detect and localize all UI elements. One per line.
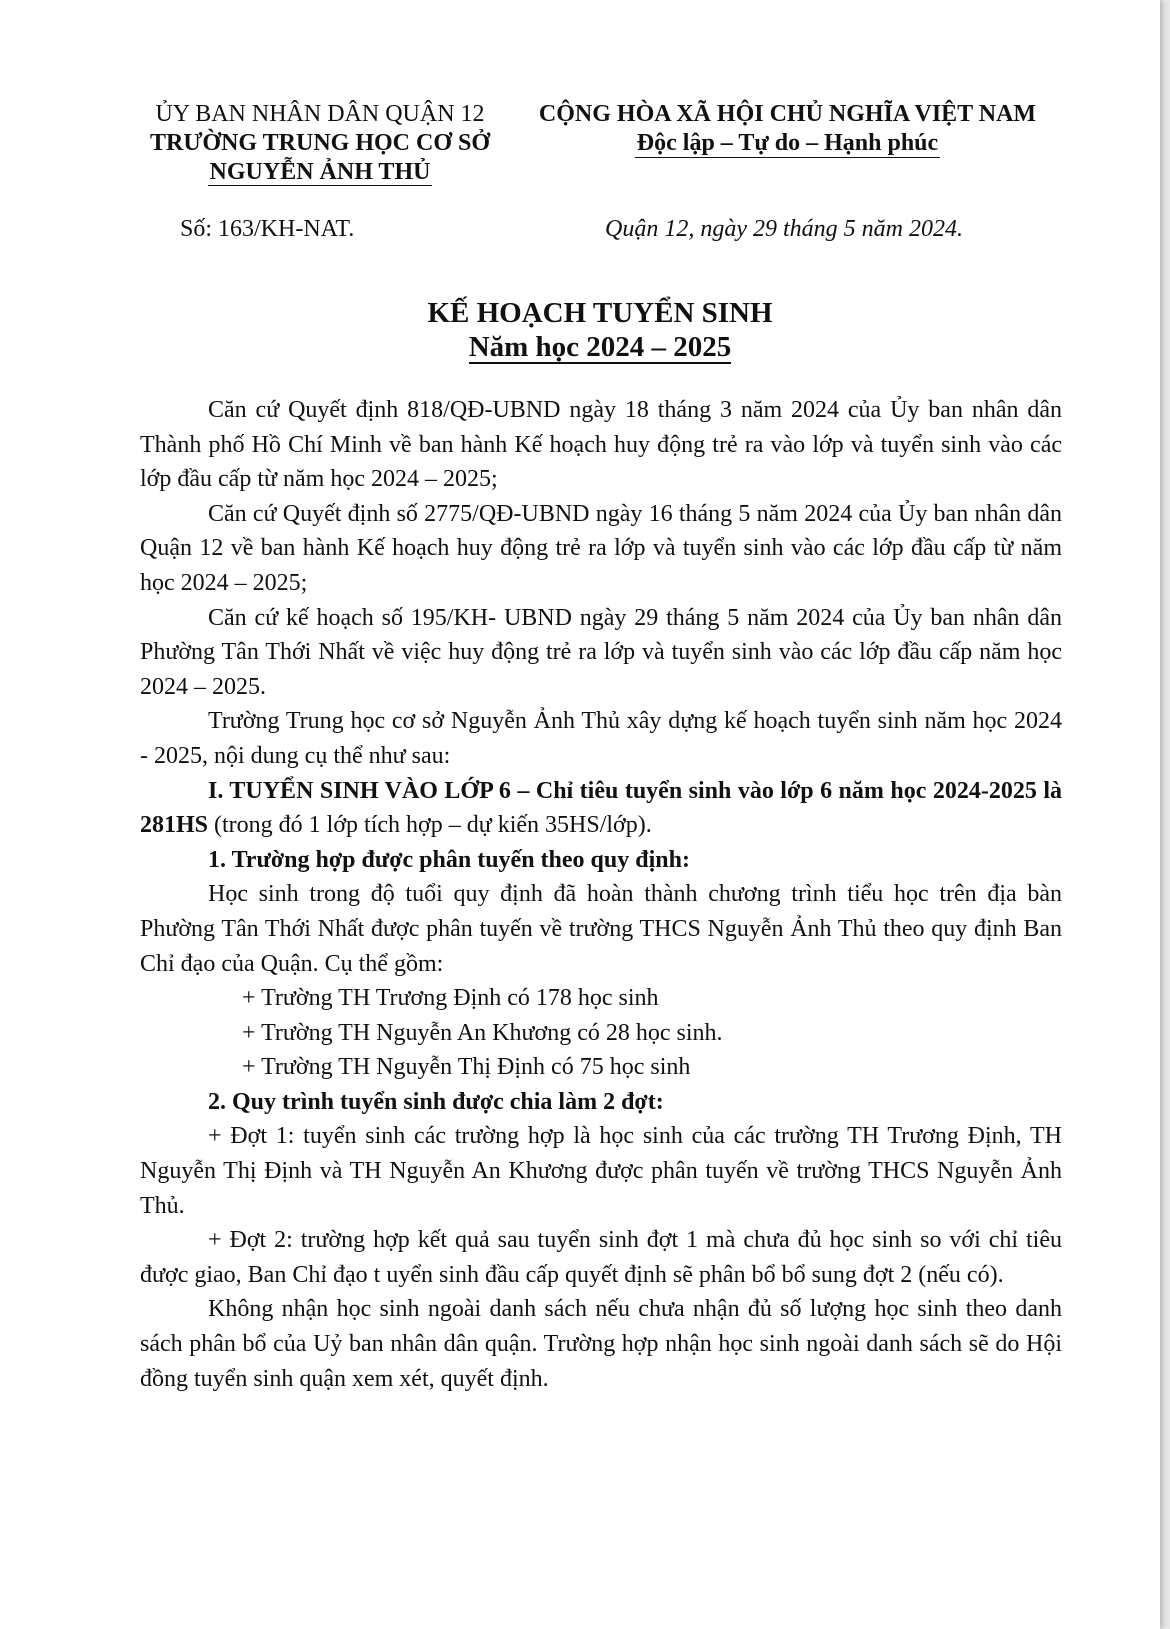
- paragraph: + Đợt 2: trường hợp kết quả sau tuyển sinh đợt 1 mà chưa đủ học sinh so với chỉ tiêu được giao, Ban Chỉ đạo t uyển sinh đầu cấp quyết định sẽ phân bổ bổ sung đợt 2 (nếu có).: [140, 1227, 1062, 1288]
- issuing-authority: [130, 100, 510, 187]
- list-item: + Trường TH Nguyễn An Khương có 28 học sinh.: [242, 1019, 723, 1046]
- paragraph: Không nhận học sinh ngoài danh sách nếu chưa nhận đủ số lượng học sinh theo danh sách phân bổ của Uỷ ban nhân dân quận. Trường hợp nhận học sinh ngoài danh sách sẽ do Hội đồng tuyển sinh quận xem xét, quyết định.: [140, 1296, 1062, 1392]
- country-name: CỘNG HÒA XÃ HỘI CHỦ NGHĨA VIỆT NAM: [538, 101, 1037, 127]
- paragraph: Học sinh trong độ tuổi quy định đã hoàn thành chương trình tiểu học trên địa bàn Phường Tân Thới Nhất được phân tuyến về trường THCS Nguyễn Ảnh Thủ theo quy định Ban Chỉ đạo của Quận. Cụ thể gồm:: [140, 881, 1062, 977]
- national-motto: [515, 100, 1060, 158]
- section-heading-bold: I. TUYỂN SINH VÀO LỚP 6 – Chỉ tiêu tuyển sinh vào lớp 6 năm học 2024-2025 là 281HS: [140, 777, 1062, 839]
- document-title: [130, 296, 1070, 364]
- paragraph: + Đợt 1: tuyển sinh các trường hợp là học sinh của các trường TH Trương Định, TH Nguyễn Thị Định và TH Nguyễn An Khương được phân tuyến về trường THCS Nguyễn Ảnh Thủ.: [140, 1123, 1062, 1219]
- document-number: Số: 163/KH-NAT.: [180, 216, 355, 242]
- place-date: Quận 12, ngày 29 tháng 5 năm 2024.: [605, 216, 963, 242]
- authority-line-1: ỦY BAN NHÂN DÂN QUẬN 12: [155, 101, 485, 127]
- section-heading-rest: (trong đó 1 lớp tích hợp – dự kiến 35HS/lớp).: [208, 812, 652, 839]
- list-item: + Trường TH Nguyễn Thị Định có 75 học sinh: [242, 1054, 691, 1081]
- title-line-2: Năm học 2024 – 2025: [468, 331, 732, 363]
- paragraph: Trường Trung học cơ sở Nguyễn Ảnh Thủ xây dựng kế hoạch tuyển sinh năm học 2024 - 2025, nội dung cụ thể như sau:: [140, 708, 1062, 769]
- authority-line-3: NGUYỄN ẢNH THỦ: [209, 159, 431, 185]
- title-line-1: KẾ HOẠCH TUYỂN SINH: [427, 297, 773, 329]
- authority-line-2: TRƯỜNG TRUNG HỌC CƠ SỞ: [149, 130, 491, 156]
- subsection-heading: 2. Quy trình tuyển sinh được chia làm 2 đợt:: [208, 1088, 664, 1115]
- document-body: [140, 393, 1062, 1396]
- paragraph: Căn cứ Quyết định 818/QĐ-UBND ngày 18 tháng 3 năm 2024 của Ủy ban nhân dân Thành phố Hồ Chí Minh về ban hành Kế hoạch huy động trẻ ra vào lớp và tuyển sinh vào các lớp đầu cấp từ năm học 2024 – 2025;: [140, 397, 1062, 493]
- paragraph: Căn cứ kế hoạch số 195/KH- UBND ngày 29 tháng 5 năm 2024 của Ủy ban nhân dân Phường Tân Thới Nhất về việc huy động trẻ ra lớp và tuyển sinh vào các lớp đầu cấp năm học 2024 – 2025.: [140, 604, 1062, 700]
- section-heading: [140, 774, 1062, 843]
- paragraph: Căn cứ Quyết định số 2775/QĐ-UBND ngày 16 tháng 5 năm 2024 của Ủy ban nhân dân Quận 12 về ban hành Kế hoạch huy động trẻ ra lớp và tuyển sinh vào các lớp đầu cấp từ năm học 2024 – 2025;: [140, 500, 1062, 596]
- subsection-heading: 1. Trường hợp được phân tuyến theo quy định:: [208, 846, 690, 873]
- motto: Độc lập – Tự do – Hạnh phúc: [636, 130, 939, 156]
- list-item: + Trường TH Trương Định có 178 học sinh: [242, 985, 659, 1012]
